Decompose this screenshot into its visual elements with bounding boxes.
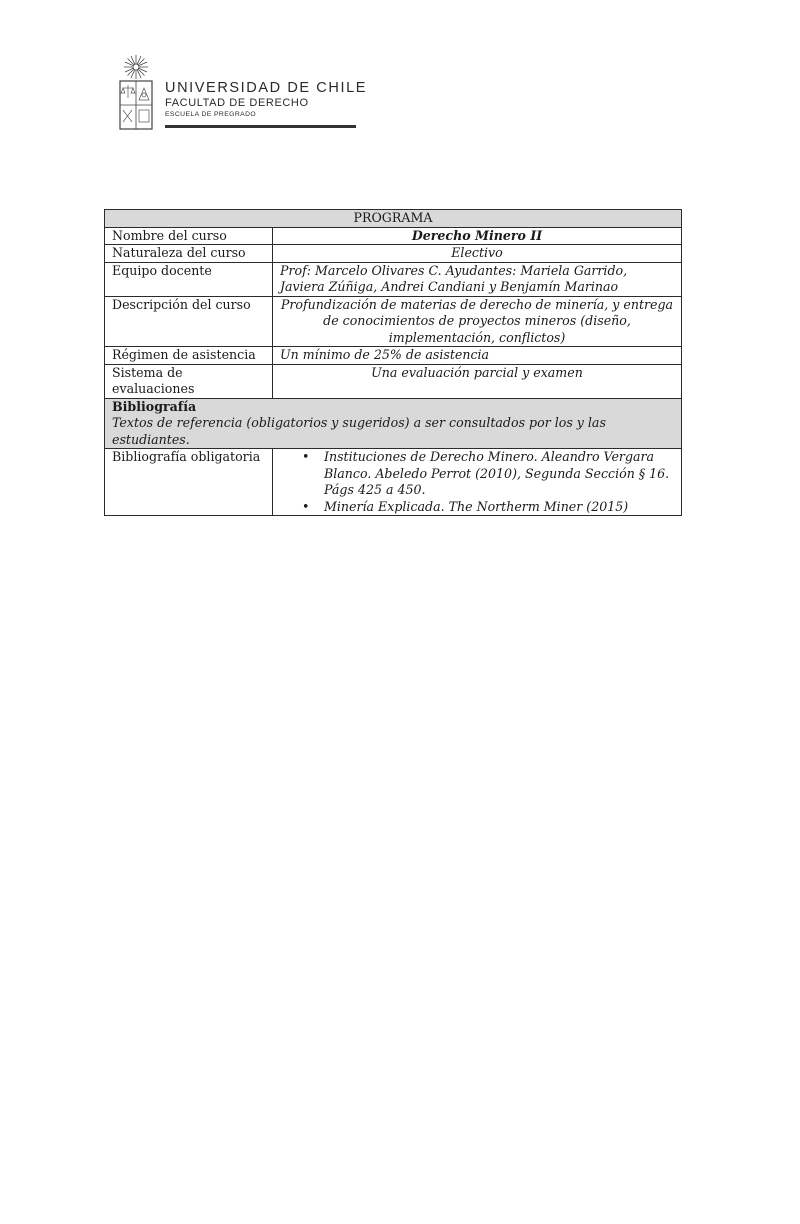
list-item: • Minería Explicada. The Northerm Miner (2015) (308, 499, 674, 516)
bibliography-header-row (105, 398, 682, 449)
table-header-row (105, 210, 682, 228)
table-row (105, 449, 682, 516)
list-item: • Instituciones de Derecho Minero. Aleandro Vergara Blanco. Abeledo Perrot (2010), Segunda Sección § 16. Págs 425 a 450. (308, 449, 674, 499)
row-label: Nombre del curso (105, 227, 273, 245)
required-bibliography (273, 449, 682, 516)
row-label: Descripción del curso (105, 296, 273, 347)
table-row (105, 364, 682, 398)
school-name: ESCUELA DE PREGRADO (165, 111, 257, 118)
bibliography-title: Bibliografía (112, 398, 197, 414)
teaching-team-value: Prof: Marcelo Olivares C. Ayudantes: Mariela Garrido, Javiera Zúñiga, Andrei Candiani y Benjamín Marinao (273, 262, 682, 296)
course-nature-value: Electivo (273, 245, 682, 263)
attendance-value: Un mínimo de 25% de asistencia (273, 347, 682, 365)
row-label: Equipo docente (105, 262, 273, 296)
bibliography-list (280, 449, 674, 515)
table-header: PROGRAMA (105, 210, 682, 228)
course-name-value: Derecho Minero II (273, 227, 682, 245)
table-row (105, 296, 682, 347)
letterhead-divider (165, 125, 356, 128)
table-row (105, 245, 682, 263)
university-name: UNIVERSIDAD DE CHILE (165, 80, 368, 96)
letterhead (110, 52, 368, 132)
university-seal-icon (110, 52, 162, 132)
table-row (105, 262, 682, 296)
bibliography-subtitle: Textos de referencia (obligatorios y sugeridos) a ser consultados por los y las estudiantes. (112, 415, 606, 447)
course-description-value: Profundización de materias de derecho de minería, y entrega de conocimientos de proyectos mineros (diseño, implementación, conflictos) (273, 296, 682, 347)
row-label: Naturaleza del curso (105, 245, 273, 263)
table-row (105, 347, 682, 365)
bibliography-header (105, 398, 682, 449)
row-label: Bibliografía obligatoria (105, 449, 273, 516)
row-label: Sistema de evaluaciones (105, 364, 273, 398)
faculty-name: FACULTAD DE DERECHO (165, 97, 309, 109)
program-table (104, 209, 682, 516)
evaluation-system-value: Una evaluación parcial y examen (273, 364, 682, 398)
row-label: Régimen de asistencia (105, 347, 273, 365)
table-row (105, 227, 682, 245)
